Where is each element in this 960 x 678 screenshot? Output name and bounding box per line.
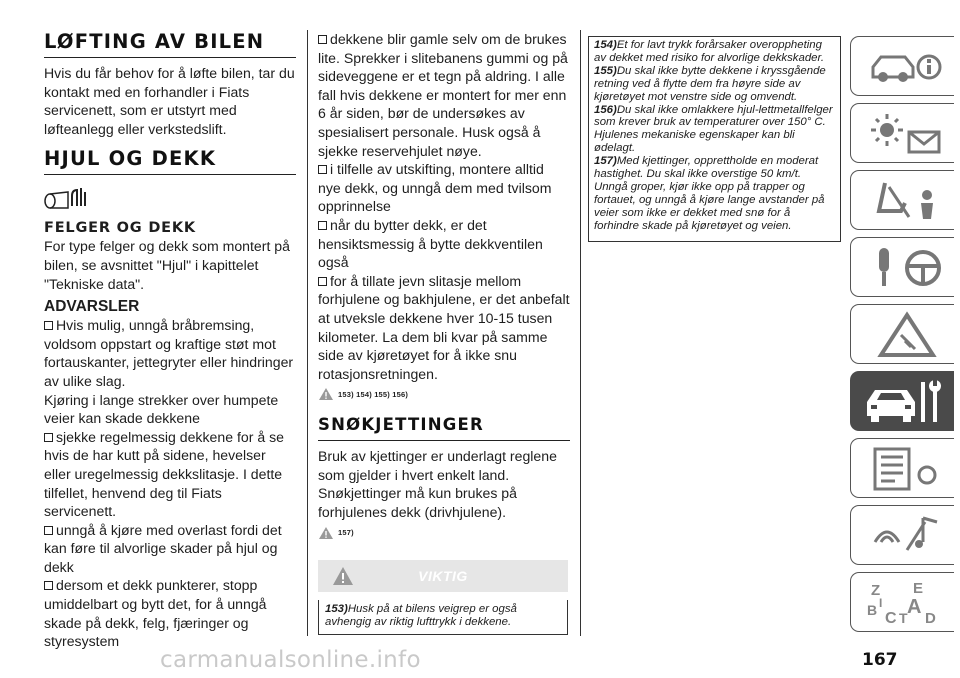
column-divider [307,30,308,636]
note-155: 155)Du skal ikke bytte dekkene i kryssgående retning ved å flytte dem fra høyre side av kjøretøyet mot venstre side og omvendt. [594,64,826,103]
tab-technical-data[interactable] [850,438,954,498]
letter: Z [871,582,881,599]
warning-triangle-icon [318,526,334,540]
letter: E [913,580,924,597]
note-156: 156)Du skal ikke omlakkere hjul-lettmetallfelger som krever bruk av temperaturer over 150° C. Hjulenes mekaniske egenskaper kan bli ødelagt. [594,103,833,155]
tab-maintenance[interactable] [850,371,954,431]
key-steering-icon [865,244,949,292]
reference-numbers: 157) [338,528,354,538]
warning-lights-icon [865,110,949,158]
snow-chains-text: Bruk av kjettinger er underlagt reglene som gjelder i hvert enkelt land. Snøkjettinger må kun brukes på forhjulenes dekk (drivhjulene). [318,448,557,521]
column-3 [588,36,841,242]
bullet-item: dekkene blir gamle selv om de brukes lite. Sprekker i slitebanens gummi og på sideveggene er et tegn på aldring. I alle fall hvis dekkene er montert for mer enn 6 år siden, bør de undersøkes av spesialisert personale. Husk også å sjekke reservehjulet nøye. [318,31,568,159]
specs-list-icon [865,445,949,493]
checkbox-bullet-icon [318,221,327,230]
section-title-lifting: LØFTING AV BILEN [44,30,265,53]
subsection-title-rims: FELGER OG DEKK [44,220,196,237]
lifting-intro-text: Hvis du får behov for å løfte bilen, tar du kontakt med en forhandler i Fiats servicenett, som er utstyrt med løfteanlegg eller verkstedslift. [44,65,295,137]
letter: B [867,602,878,618]
seat-airbag-icon [865,177,949,225]
note-157: 157)Med kjettinger, opprettholde en moderat hastighet. Du skal ikke overstige 50 km/t. Unngå groper, kjør ikke opp på trapper og fortauet, og unngå å kjøre lange avstander på veier som ikke er dekket med snø for å forhindre skade på kjøretøyet og veien. [594,155,825,232]
checkbox-bullet-icon [44,321,53,330]
checkbox-bullet-icon [318,35,327,44]
car-info-icon [865,43,949,91]
bullet-item: for å tillate jevn slitasje mellom forhjulene og bakhjulene, er det anbefalt at utveksle dekkene hver 10-15 tusen kilometer. La dem bli kvar på samme side av kjøretøyet for å ikke snu rotasjonsretningen. [318,272,570,382]
checkbox-bullet-icon [318,277,327,286]
page-number: 167 [862,650,898,670]
tab-key-steering[interactable] [850,237,954,297]
chapter-tabs [850,36,954,639]
bullet-item: i tilfelle av utskifting, montere alltid nye dekk, og unngå dem med tvilsom opprinnelse [318,161,552,215]
paragraph: Kjøring i lange strekker over humpete veier kan skade dekkene [44,391,279,427]
notes-box [588,36,841,242]
column-1 [44,30,296,651]
warning-triangle-icon [865,311,949,359]
title-rule [44,174,296,175]
checkbox-bullet-icon [44,526,53,535]
tab-multimedia[interactable] [850,505,954,565]
column-2 [318,30,570,635]
section-title-wheels: HJUL OG DEKK [44,147,217,171]
rims-text: For type felger og dekk som montert på bilen, se avsnittet "Hjul" i kapittelet "Tekniske data". [44,238,290,292]
note-154: 154)Et for lavt trykk forårsaker overoppheting av dekket med risiko for alvorlige dekkskader. [594,39,825,64]
letter: C [885,610,897,627]
watermark: carmanualsonline.info [160,647,421,673]
checkbox-bullet-icon [44,433,53,442]
bullet-item: Hvis mulig, unngå bråbremsing, voldsom oppstart og kraftige støt mot fortauskanter, jettegryter eller hindringer av ulike slag. [44,317,294,389]
letter: A [907,596,922,618]
warning-references [318,526,570,540]
column-divider [580,30,581,636]
important-note-box [318,600,568,636]
bullet-item: unngå å kjøre med overlast fordi det kan føre til alvorlige skader på hjul og dekk [44,521,282,575]
tab-car-info[interactable] [850,36,954,96]
bullet-item: sjekke regelmessig dekkene for å se hvis de har kutt på sidene, hevelser eller uregelmessig dekkslitasje. I dette tilfellet, henvend deg til Fiats servicenett. [44,428,284,520]
warning-references [318,387,570,401]
warning-triangle-icon [332,566,354,586]
section-title-snow-chains: SNØKJETTINGER [318,415,484,435]
tab-warning-lights[interactable] [850,103,954,163]
letter: T [899,610,908,626]
bullet-item: dersom et dekk punkterer, stopp umiddelbart og bytt det, for å unngå skade på dekk, felg, fjæringer og styresystem [44,577,267,650]
alphabet-index-icon [865,579,949,627]
tyre-icon [44,184,88,210]
car-maintenance-icon [865,378,949,426]
title-rule [44,57,296,58]
important-banner [318,560,568,592]
letter: D [925,610,936,627]
checkbox-bullet-icon [318,165,327,174]
warning-triangle-icon [318,387,334,401]
letter: I [879,596,883,610]
tab-emergency[interactable] [850,304,954,364]
multimedia-icon [865,512,949,560]
checkbox-bullet-icon [44,581,53,590]
reference-numbers: 153) 154) 155) 156) [338,389,409,399]
bullet-item: når du bytter dekk, er det hensiktsmessig å bytte dekkventilen også [318,216,543,271]
tab-seat-airbag[interactable] [850,170,954,230]
title-rule [318,440,570,441]
tab-index[interactable] [850,572,954,632]
important-label: VIKTIG [418,567,468,584]
note-153: 153)Husk på at bilens veigrep er også avhengig av riktig lufttrykk i dekkene. [325,602,517,628]
warnings-heading: ADVARSLER [44,298,140,316]
